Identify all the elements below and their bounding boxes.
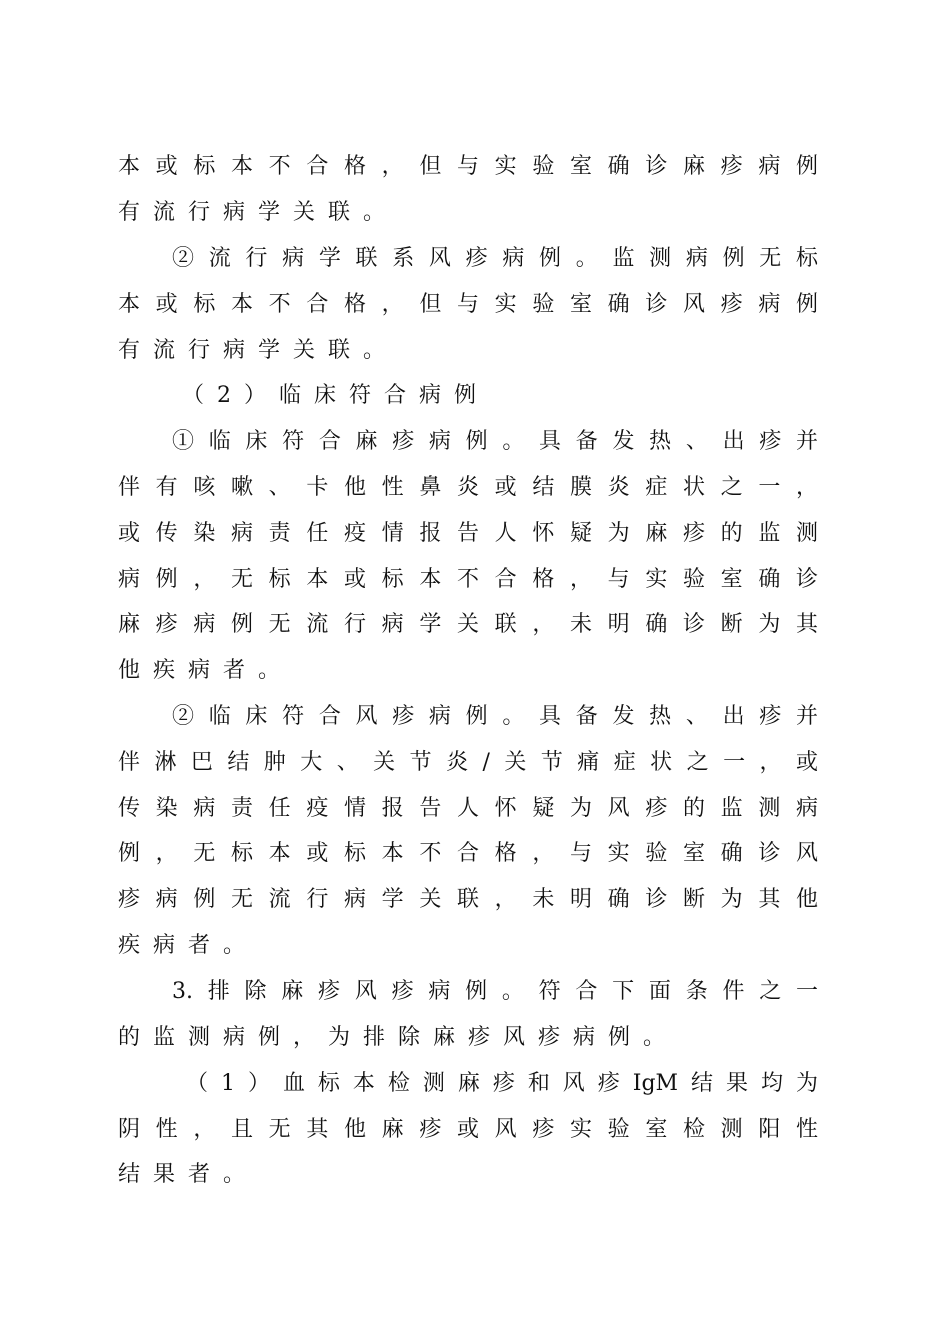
text-line: 有流行病学关联。: [118, 200, 399, 225]
text-line: 阴性，且无其他麻疹或风疹实验室检测阳性: [118, 1117, 818, 1142]
text-line: ②流行病学联系风疹病例。监测病例无标: [172, 246, 818, 271]
text-line: 病例，无标本或标本不合格，与实验室确诊: [118, 567, 818, 592]
text-line: 疹病例无流行病学关联，未明确诊断为其他: [118, 887, 818, 912]
text-line: 3.排除麻疹风疹病例。符合下面条件之一: [172, 979, 818, 1004]
text-line: 或传染病责任疫情报告人怀疑为麻疹的监测: [118, 521, 818, 546]
text-line: ①临床符合麻疹病例。具备发热、出疹并: [172, 429, 818, 454]
text-line: 麻疹病例无流行病学关联，未明确诊断为其: [118, 612, 818, 637]
text-line: 他疾病者。: [118, 658, 294, 683]
text-line: 伴淋巴结肿大、关节炎/关节痛症状之一，或: [118, 750, 818, 775]
text-line: 本或标本不合格，但与实验室确诊风疹病例: [118, 292, 818, 317]
text-line: 的监测病例，为排除麻疹风疹病例。: [118, 1025, 679, 1050]
text-line: （1）血标本检测麻疹和风疹IgM结果均为: [186, 1071, 818, 1096]
text-line: 有流行病学关联。: [118, 338, 399, 363]
text-line: ②临床符合风疹病例。具备发热、出疹并: [172, 704, 818, 729]
text-line: 例，无标本或标本不合格，与实验室确诊风: [118, 841, 818, 866]
section-heading: （2）临床符合病例: [182, 383, 489, 408]
text-line: 传染病责任疫情报告人怀疑为风疹的监测病: [118, 796, 818, 821]
text-line: 本或标本不合格，但与实验室确诊麻疹病例: [118, 154, 818, 179]
text-line: 伴有咳嗽、卡他性鼻炎或结膜炎症状之一，: [118, 475, 818, 500]
text-line: 疾病者。: [118, 933, 259, 958]
text-line: 结果者。: [118, 1162, 259, 1187]
